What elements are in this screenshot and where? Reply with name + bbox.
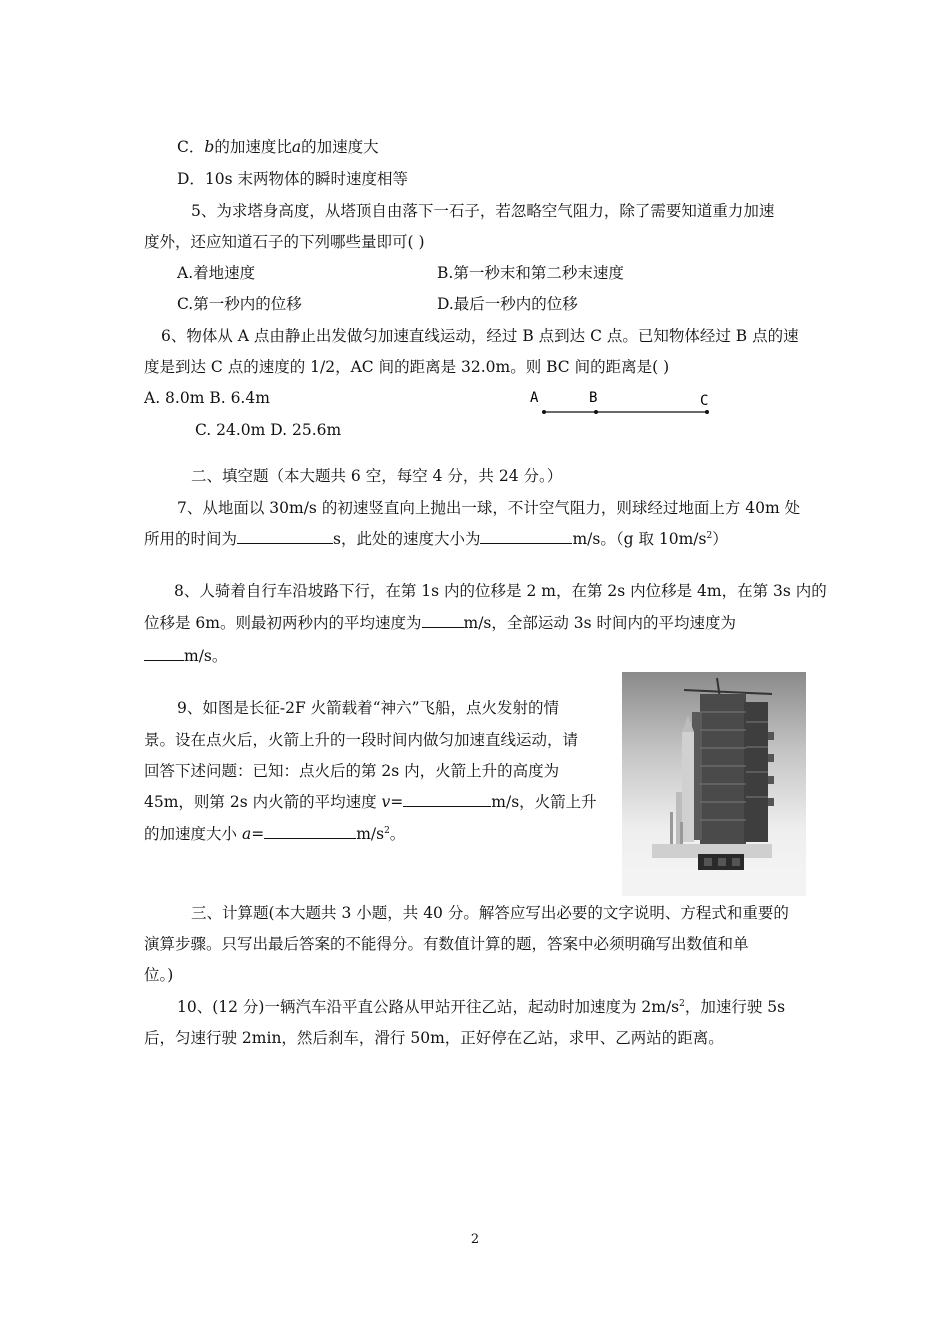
dot-b — [594, 410, 598, 414]
q9-line-2: 景。设在点火后，火箭上升的一段时间内做匀加速直线运动，请 — [144, 731, 579, 749]
abc-line-diagram — [525, 385, 725, 425]
q6-options-ab: A. 8.0m B. 6.4m — [144, 389, 270, 407]
q10-line-1: 10、(12 分)一辆汽车沿平直公路从甲站开往乙站，起动时加速度为 $2m/s^2$，加速行驶 5s — [177, 998, 786, 1016]
q9-line-1: 9、如图是长征-2F 火箭载着“神六”飞船，点火发射的情 — [177, 699, 559, 717]
dot-a — [542, 410, 546, 414]
q7-line-2: 所用的时间为 s，此处的速度大小为 m/s。（g 取 $10m/s^2$） — [144, 530, 728, 548]
q5-line-1: 5、为求塔身高度，从塔顶自由落下一石子，若忽略空气阻力，除了需要知道重力加速 — [191, 202, 775, 220]
q5-option-d: D.最后一秒内的位移 — [437, 295, 578, 313]
q8-line-3: m/s。 — [144, 645, 227, 667]
q6-line-2: 度是到达 C 点的速度的 1/2，AC 间的距离是 32.0m。则 BC 间的距离是( ) — [144, 358, 670, 376]
q4-option-c: C．b的加速度比a的加速度大 — [177, 138, 379, 156]
section-3-line-2: 演算步骤。只写出最后答案的不能得分。有数值计算的题，答案中必须明确写出数值和单 — [144, 935, 749, 953]
point-label-c: C — [700, 393, 709, 409]
section-2-heading: 二、填空题（本大题共 6 空，每空 4 分，共 24 分。） — [191, 467, 563, 485]
q9-avg-velocity-blank[interactable] — [403, 792, 491, 807]
q9-line-3: 回答下述问题：已知：点火后的第 2s 内，火箭上升的高度为 — [144, 762, 560, 780]
q10-line-2: 后，匀速行驶 2min，然后刹车，滑行 50m，正好停在乙站，求甲、乙两站的距离。 — [144, 1029, 724, 1047]
q9-line-4: 45m，则第 2s 内火箭的平均速度 v= m/s，火箭上升 — [144, 793, 597, 811]
dot-c — [705, 410, 709, 414]
q7-line-1: 7、从地面以 30m/s 的初速竖直向上抛出一球，不计空气阻力，则球经过地面上方 40m 处 — [177, 499, 801, 517]
q5-option-c: C.第一秒内的位移 — [177, 295, 302, 313]
q5-line-2: 度外，还应知道石子的下列哪些量即可( ) — [144, 233, 425, 251]
point-label-a: A — [530, 390, 539, 406]
q9-acceleration-blank[interactable] — [264, 824, 356, 839]
section-3-line-1: 三、计算题(本大题共 3 小题，共 40 分。解答应写出必要的文字说明、方程式和重要的 — [191, 904, 789, 922]
q8-line-1: 8、人骑着自行车沿坡路下行，在第 1s 内的位移是 2 m，在第 2s 内位移是 4m，在第 3s 内的 — [174, 582, 827, 600]
point-label-b: B — [589, 390, 598, 406]
q8-line-2: 位移是 6m。则最初两秒内的平均速度为 m/s，全部运动 3s 时间内的平均速度为 — [144, 614, 737, 632]
q6-options-cd: C. 24.0m D. 25.6m — [195, 421, 342, 439]
q5-option-b: B.第一秒末和第二秒末速度 — [437, 264, 624, 282]
q6-line-1: 6、物体从 A 点由静止出发做匀加速直线运动，经过 B 点到达 C 点。已知物体经过 B 点的速 — [161, 327, 799, 345]
q7-time-blank[interactable] — [237, 529, 333, 544]
section-3-line-3: 位。) — [144, 966, 174, 984]
q7-speed-blank[interactable] — [480, 529, 572, 544]
q4-option-d: D．10s 末两物体的瞬时速度相等 — [177, 170, 409, 188]
q5-option-a: A.着地速度 — [177, 264, 256, 282]
q9-line-5: 的加速度大小 $a= m/s^2$。 — [144, 825, 406, 843]
rocket-launch-photo — [622, 672, 806, 896]
q8-avg-speed-3s-blank[interactable] — [144, 646, 184, 661]
page-number: 2 — [470, 1232, 480, 1247]
q8-avg-speed-2s-blank[interactable] — [422, 613, 464, 628]
